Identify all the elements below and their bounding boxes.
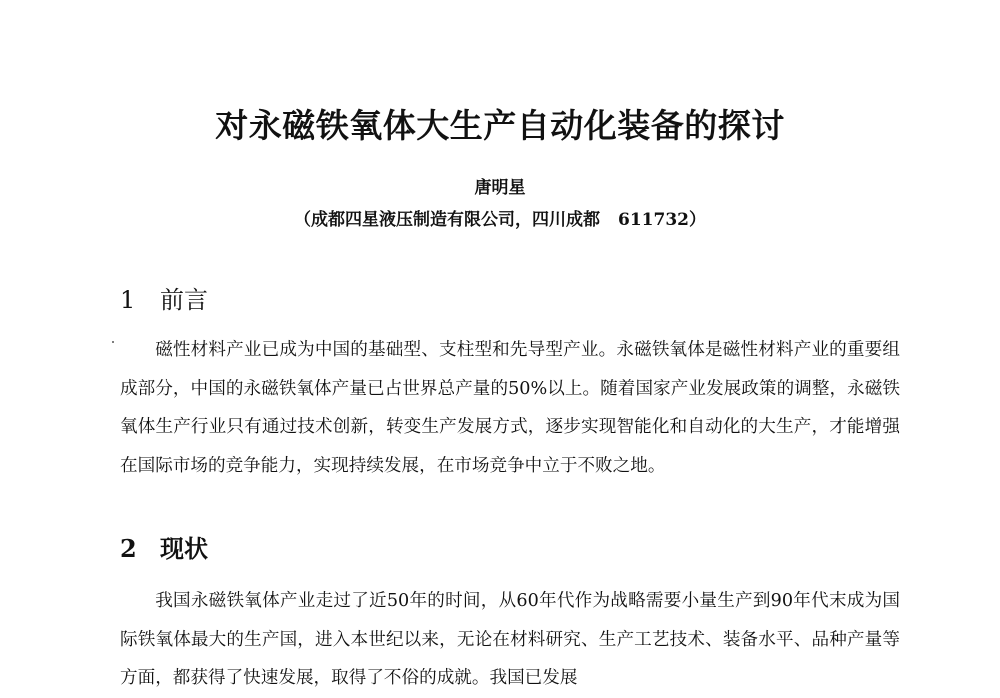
affiliation-text: （成都四星液压制造有限公司，四川成都 bbox=[294, 210, 600, 230]
section-number: 1 bbox=[120, 286, 136, 314]
postal-code: 611732） bbox=[618, 210, 706, 230]
section-heading-introduction bbox=[120, 284, 208, 316]
author-affiliation bbox=[0, 207, 1000, 233]
section-title: 现状 bbox=[160, 534, 208, 563]
margin-mark bbox=[112, 341, 114, 343]
paper-title: 对永磁铁氧体大生产自动化装备的探讨 bbox=[215, 106, 785, 145]
section-number: 2 bbox=[120, 534, 137, 563]
section-heading-status bbox=[120, 533, 208, 565]
introduction-paragraph: 磁性材料产业已成为中国的基础型、支柱型和先导型产业。永磁铁氧体是磁性材料产业的重要组成部分，中国的永磁铁氧体产量已占世界总产量的50%以上。随着国家产业发展政策的调整，永磁铁氧体生产行业只有通过技术创新，转变生产发展方式，逐步实现智能化和自动化的大生产，才能增强在国际市场的竞争能力，实现持续发展，在市场竞争中立于不败之地。 bbox=[120, 340, 900, 476]
section-title: 前言 bbox=[160, 286, 208, 314]
status-paragraph: 我国永磁铁氧体产业走过了近50年的时间，从60年代作为战略需要小量生产到90年代末成为国际铁氧体最大的生产国，进入本世纪以来，无论在材料研究、生产工艺技术、装备水平、品种产量等方面，都获得了快速发展，取得了不俗的成就。我国已发展 bbox=[120, 591, 900, 688]
author-name: 唐明星 bbox=[474, 178, 526, 198]
